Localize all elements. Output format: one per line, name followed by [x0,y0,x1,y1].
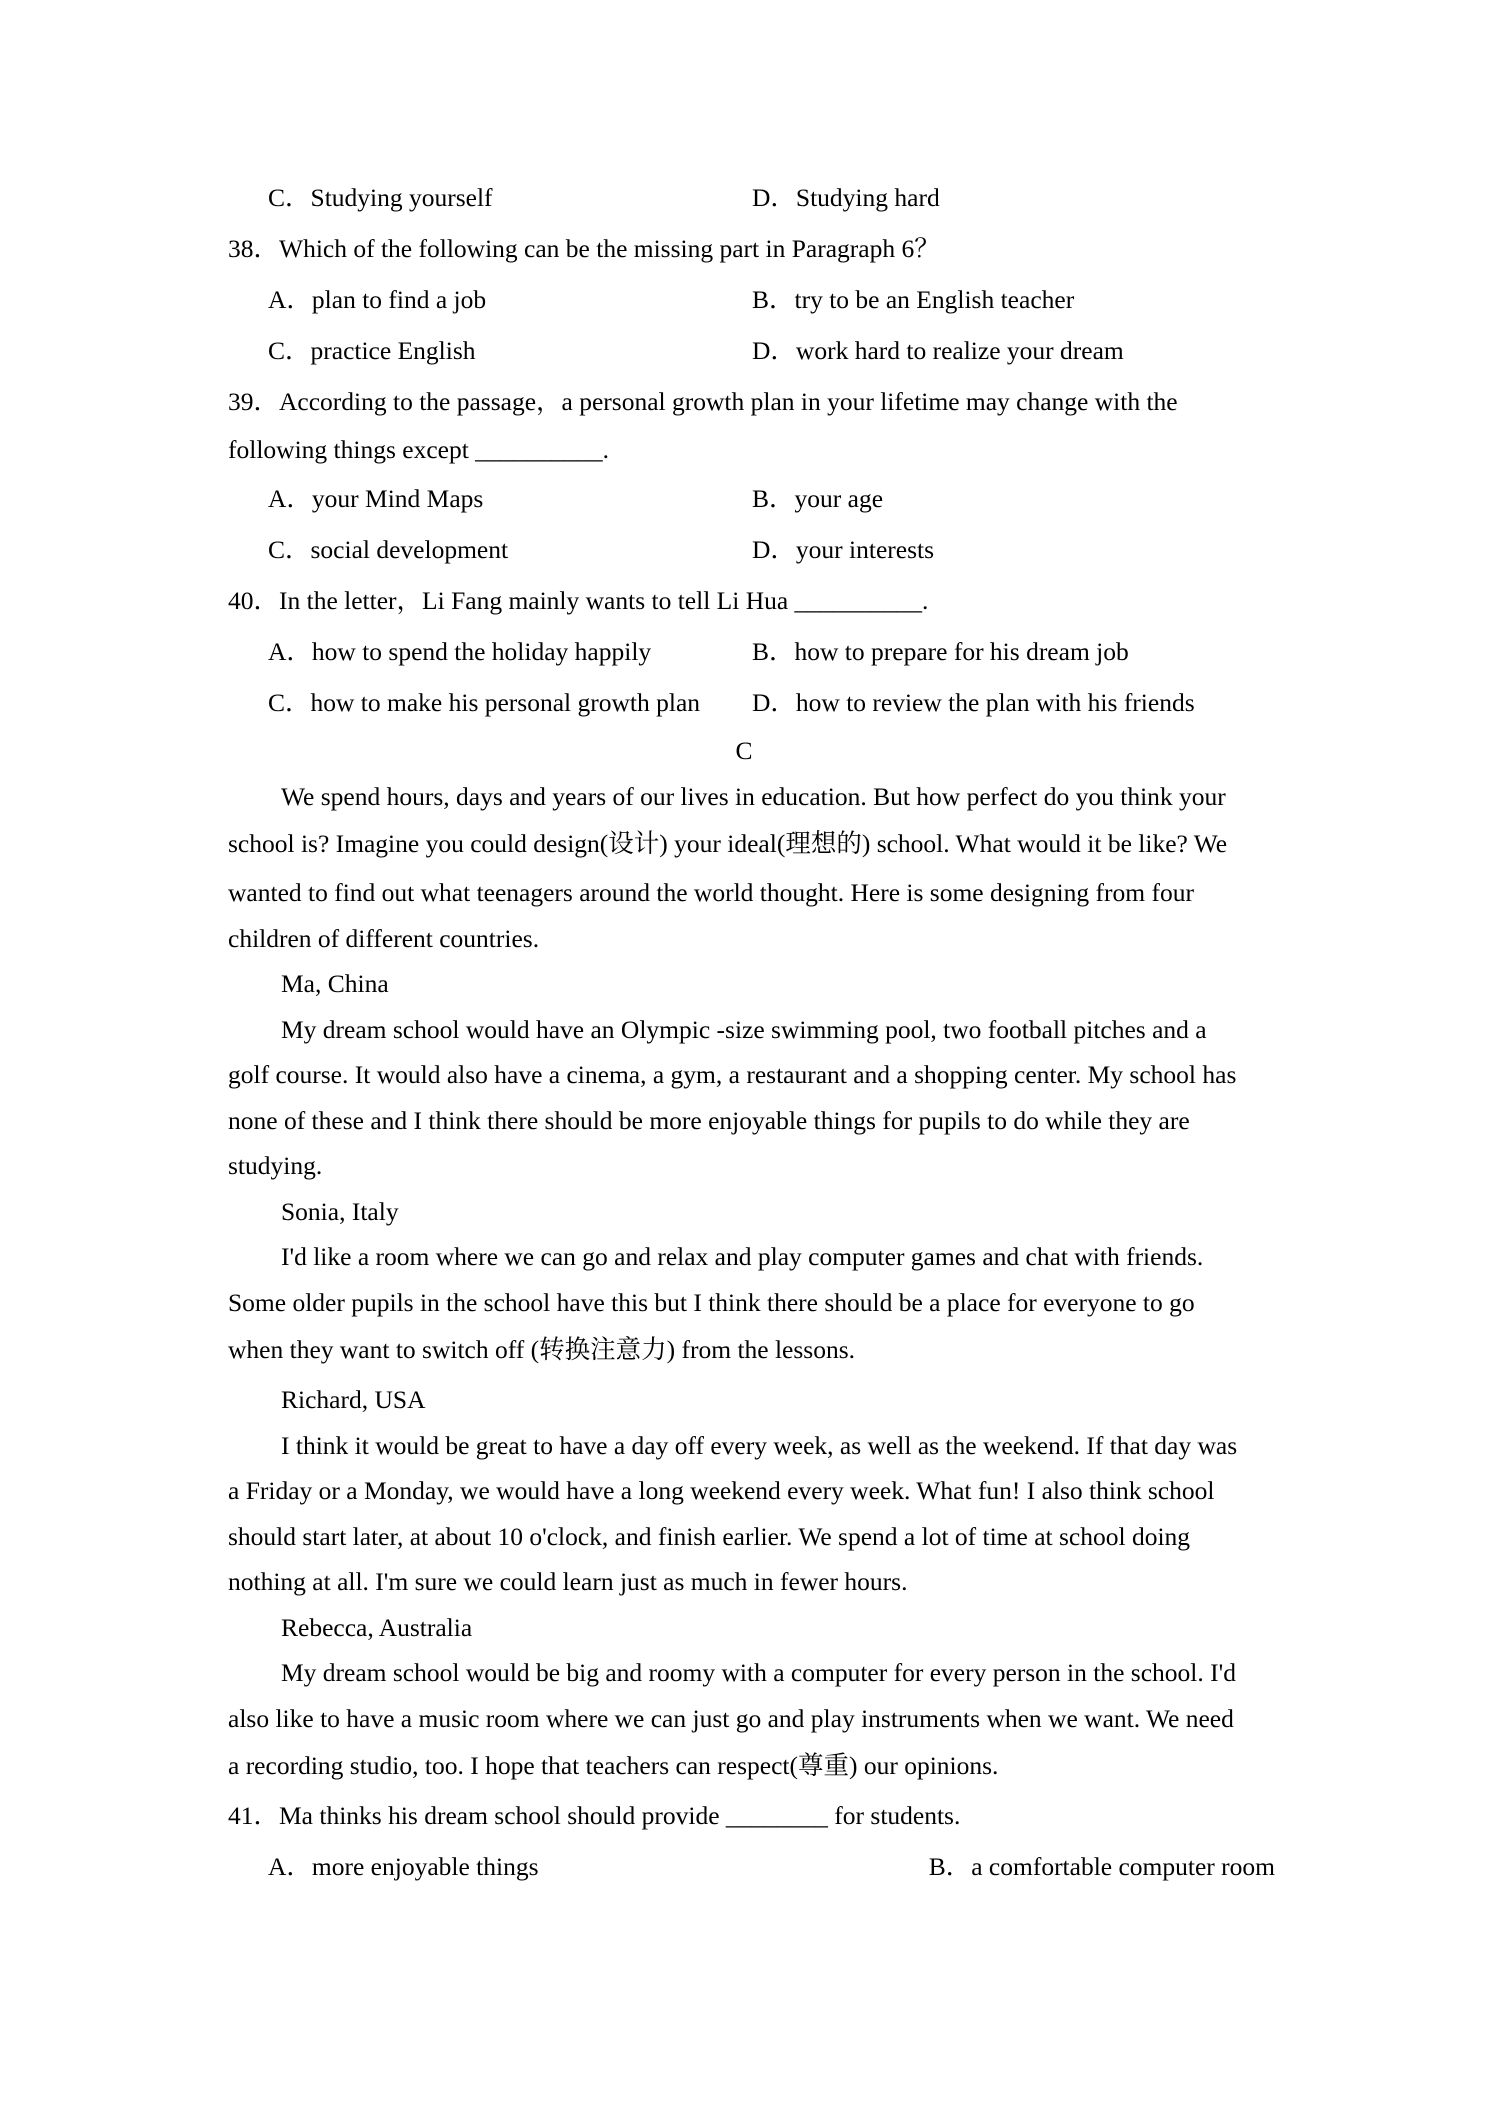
richard-text-line: a Friday or a Monday, we would have a long weekend every week. What fun! I also think school [228,1476,1215,1505]
q39-option-d: D．your interests [752,535,935,564]
q38-option-d: D．work hard to realize your dream [752,336,1124,365]
q38-option-a: A．plan to find a job [268,285,487,314]
q39-option-b: B．your age [752,484,884,513]
q38-option-b: B．try to be an English teacher [752,285,1075,314]
rebecca-text-line: My dream school would be big and roomy with a computer for every person in the school. I'd [281,1658,1236,1687]
q38-option-c: C．practice English [268,336,476,365]
rebecca-text-line: also like to have a music room where we can just go and play instruments when we want. We need [228,1704,1234,1733]
q39-option-c: C．social development [268,535,509,564]
intro-line: children of different countries. [228,924,540,953]
q40-option-a: A．how to spend the holiday happily [268,637,652,666]
intro-line: school is? Imagine you could design(设计) your ideal(理想的) school. What would it be like? We [228,829,1228,858]
q40-stem: 40．In the letter，Li Fang mainly wants to tell Li Hua __________. [228,586,929,615]
q39-option-a: A．your Mind Maps [268,484,484,513]
speaker-richard-name: Richard, USA [281,1385,426,1414]
sonia-text-line: I'd like a room where we can go and relax and play computer games and chat with friends. [281,1242,1204,1271]
speaker-sonia-name: Sonia, Italy [281,1197,399,1226]
ma-text-line: golf course. It would also have a cinema, a gym, a restaurant and a shopping center. My school has [228,1060,1237,1089]
q40-option-c: C．how to make his personal growth plan [268,688,701,717]
q38-stem: 38．Which of the following can be the missing part in Paragraph 6？ [228,234,940,263]
richard-text-line: should start later, at about 10 o'clock, and finish earlier. We spend a lot of time at school doing [228,1522,1191,1551]
q41-option-b: B．a comfortable computer room [928,1852,1275,1881]
q40-option-d: D．how to review the plan with his friends [752,688,1195,717]
q39-stem-line2: following things except __________. [228,435,610,464]
sonia-text-line: Some older pupils in the school have this but I think there should be a place for everyone to go [228,1288,1195,1317]
ma-text-line: none of these and I think there should be more enjoyable things for pupils to do while they are [228,1106,1190,1135]
richard-text-line: I think it would be great to have a day off every week, as well as the weekend. If that day was [281,1431,1238,1460]
intro-line: wanted to find out what teenagers around the world thought. Here is some designing from four [228,878,1194,907]
sonia-text-line: when they want to switch off (转换注意力) from the lessons. [228,1335,856,1364]
section-c-heading: C [735,736,753,765]
q37-option-d: D．Studying hard [752,183,940,212]
q37-option-c: C．Studying yourself [268,183,493,212]
q39-stem-line1: 39．According to the passage，a personal growth plan in your lifetime may change with the [228,387,1178,416]
q41-option-a: A．more enjoyable things [268,1852,539,1881]
rebecca-text-line: a recording studio, too. I hope that teachers can respect(尊重) our opinions. [228,1751,999,1780]
ma-text-line: studying. [228,1151,323,1180]
ma-text-line: My dream school would have an Olympic -size swimming pool, two football pitches and a [281,1015,1207,1044]
speaker-ma-name: Ma, China [281,969,389,998]
richard-text-line: nothing at all. I'm sure we could learn just as much in fewer hours. [228,1567,908,1596]
q41-stem: 41．Ma thinks his dream school should provide ________ for students. [228,1801,961,1830]
speaker-rebecca-name: Rebecca, Australia [281,1613,473,1642]
intro-line: We spend hours, days and years of our lives in education. But how perfect do you think your [281,782,1226,811]
q40-option-b: B．how to prepare for his dream job [752,637,1129,666]
